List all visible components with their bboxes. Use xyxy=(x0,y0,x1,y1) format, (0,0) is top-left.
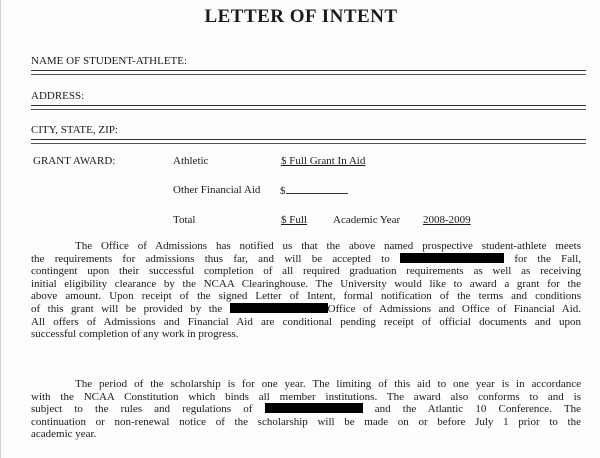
redacted-block xyxy=(265,403,363,413)
paragraph-line: initial eligibility clearance by the NCAA Clearinghouse. The University would like to award a grant for the xyxy=(31,277,581,290)
athletic-label: Athletic xyxy=(173,155,209,167)
paragraph-line: All offers of Admissions and Financial Aid are conditional pending receipt of official documents and upon xyxy=(31,315,581,328)
paragraph-line: successful completion of any work in progress. xyxy=(31,328,239,341)
scholarship-period-paragraph xyxy=(31,378,581,441)
total-value: $ Full xyxy=(281,214,307,226)
paragraph-line: contingent upon their successful completion of all required graduation requirements as well as receiving xyxy=(31,265,581,278)
paragraph-line: The Office of Admissions has notified us that the above named prospective student-athlete meets xyxy=(75,240,581,252)
paragraph-line: The period of the scholarship is for one year. The limiting of this aid to one year is in accordance xyxy=(75,378,581,390)
grant-award-label: GRANT AWARD: xyxy=(33,155,116,167)
academic-year-value: 2008-2009 xyxy=(423,214,471,226)
document-title: LETTER OF INTENT xyxy=(204,6,398,27)
city-state-zip-label: CITY, STATE, ZIP: xyxy=(31,124,118,136)
paragraph-line: the requirements for admissions thus far, and will be accepted to for the Fall, xyxy=(31,252,581,265)
paragraph-line: continuation or non-renewal notice of the scholarship will be made on or before July 1 prior to the xyxy=(31,415,581,428)
other-financial-aid-value: $ xyxy=(280,184,348,197)
student-name-line xyxy=(31,70,586,71)
paragraph-line: of this grant will be provided by the Office of Admissions and Office of Financial Aid. xyxy=(31,302,581,315)
other-financial-aid-label: Other Financial Aid xyxy=(173,184,261,196)
address-line xyxy=(31,105,586,106)
academic-year-label: Academic Year xyxy=(333,214,401,226)
athletic-value: $ Full Grant In Aid xyxy=(281,155,366,167)
paragraph-line: with the NCAA Constitution which binds all member institutions. The award also conforms to and is xyxy=(31,390,581,403)
redacted-block xyxy=(230,303,328,313)
total-label: Total xyxy=(173,214,196,226)
paragraph-line: above amount. Upon receipt of the signed Letter of Intent, formal notification of the terms and conditions xyxy=(31,290,581,303)
admissions-paragraph xyxy=(31,240,581,341)
address-label: ADDRESS: xyxy=(31,90,85,102)
student-name-label: NAME OF STUDENT-ATHLETE: xyxy=(31,55,188,67)
paragraph-line: academic year. xyxy=(31,428,97,441)
redacted-block xyxy=(400,253,504,263)
paragraph-line: subject to the rules and regulations of and the Atlantic 10 Conference. The xyxy=(31,403,581,416)
city-state-zip-line xyxy=(31,139,586,140)
